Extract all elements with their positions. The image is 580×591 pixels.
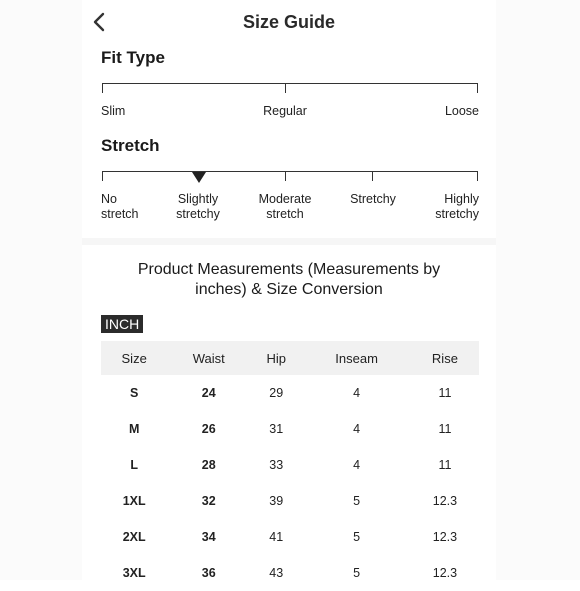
column-header: Waist [192, 350, 225, 366]
measurements-title: Product Measurements (Measurements by inches) & Size Conversion [137, 261, 441, 298]
column-header: Size [121, 350, 147, 366]
table-cell: 29 [269, 386, 284, 400]
table-cell: 11 [438, 458, 452, 472]
table-cell: 5 [353, 494, 361, 508]
fit-label-slim: Slim [101, 104, 126, 118]
table-cell: 32 [201, 494, 216, 508]
table-cell: 5 [353, 566, 361, 580]
measurements-section [82, 245, 496, 580]
table-cell: 33 [269, 458, 284, 472]
table-cell: 3XL [122, 566, 146, 580]
table-row [101, 555, 479, 591]
table-cell: 4 [353, 386, 361, 400]
table-cell: 39 [269, 494, 284, 508]
size-table [101, 341, 479, 591]
table-cell: 12.3 [432, 530, 458, 544]
table-row [101, 375, 479, 411]
table-cell: 34 [201, 530, 216, 544]
stretch-title: Stretch [101, 136, 160, 155]
stretch-tick [477, 171, 478, 181]
table-cell: 1XL [122, 494, 146, 508]
table-cell: 26 [201, 422, 216, 436]
table-cell: 36 [201, 566, 216, 580]
table-cell: 43 [269, 566, 284, 580]
table-cell: 28 [201, 458, 216, 472]
table-cell: 4 [353, 422, 361, 436]
fit-label-loose: Loose [444, 104, 479, 118]
table-row [101, 483, 479, 519]
table-cell: 11 [438, 422, 452, 436]
fit-tick [102, 83, 103, 93]
stretch-marker-icon [192, 172, 206, 183]
table-row [101, 519, 479, 555]
stretch-label-highly: Highly stretchy [435, 192, 479, 221]
page-title: Size Guide [242, 12, 336, 32]
stretch-scale [102, 171, 478, 172]
fit-tick [477, 83, 478, 93]
column-header: Rise [431, 350, 458, 366]
fit-stretch-section [82, 46, 496, 238]
stretch-label-stretchy: Stretchy [350, 192, 396, 206]
table-cell: 5 [353, 530, 361, 544]
unit-tag[interactable]: INCH [101, 315, 143, 333]
table-cell: 4 [353, 458, 361, 472]
table-cell: S [130, 386, 139, 400]
table-row [101, 447, 479, 483]
table-row [101, 411, 479, 447]
table-cell: M [128, 422, 140, 436]
header-bar [82, 0, 496, 46]
fit-label-regular: Regular [263, 104, 307, 118]
column-header: Inseam [335, 350, 378, 366]
stretch-tick [285, 171, 286, 181]
left-gutter [0, 0, 82, 580]
right-gutter [496, 0, 580, 580]
table-cell: 41 [269, 530, 284, 544]
stretch-label-moderate: Moderate stretch [258, 192, 312, 221]
table-header-row [101, 341, 479, 375]
stretch-label-no: No stretch [101, 192, 139, 221]
table-cell: 12.3 [432, 566, 458, 580]
table-cell: 24 [201, 386, 216, 400]
table-cell: 2XL [122, 530, 146, 544]
table-cell: 11 [438, 386, 452, 400]
fit-type-scale [102, 83, 478, 84]
table-cell: 31 [269, 422, 284, 436]
stretch-tick [102, 171, 103, 181]
fit-type-title: Fit Type [101, 48, 165, 67]
fit-tick [285, 83, 286, 93]
table-cell: L [130, 458, 138, 472]
table-cell: 12.3 [432, 494, 458, 508]
stretch-tick [372, 171, 373, 181]
column-header: Hip [266, 350, 286, 366]
stretch-label-slightly: Slightly stretchy [176, 192, 220, 221]
